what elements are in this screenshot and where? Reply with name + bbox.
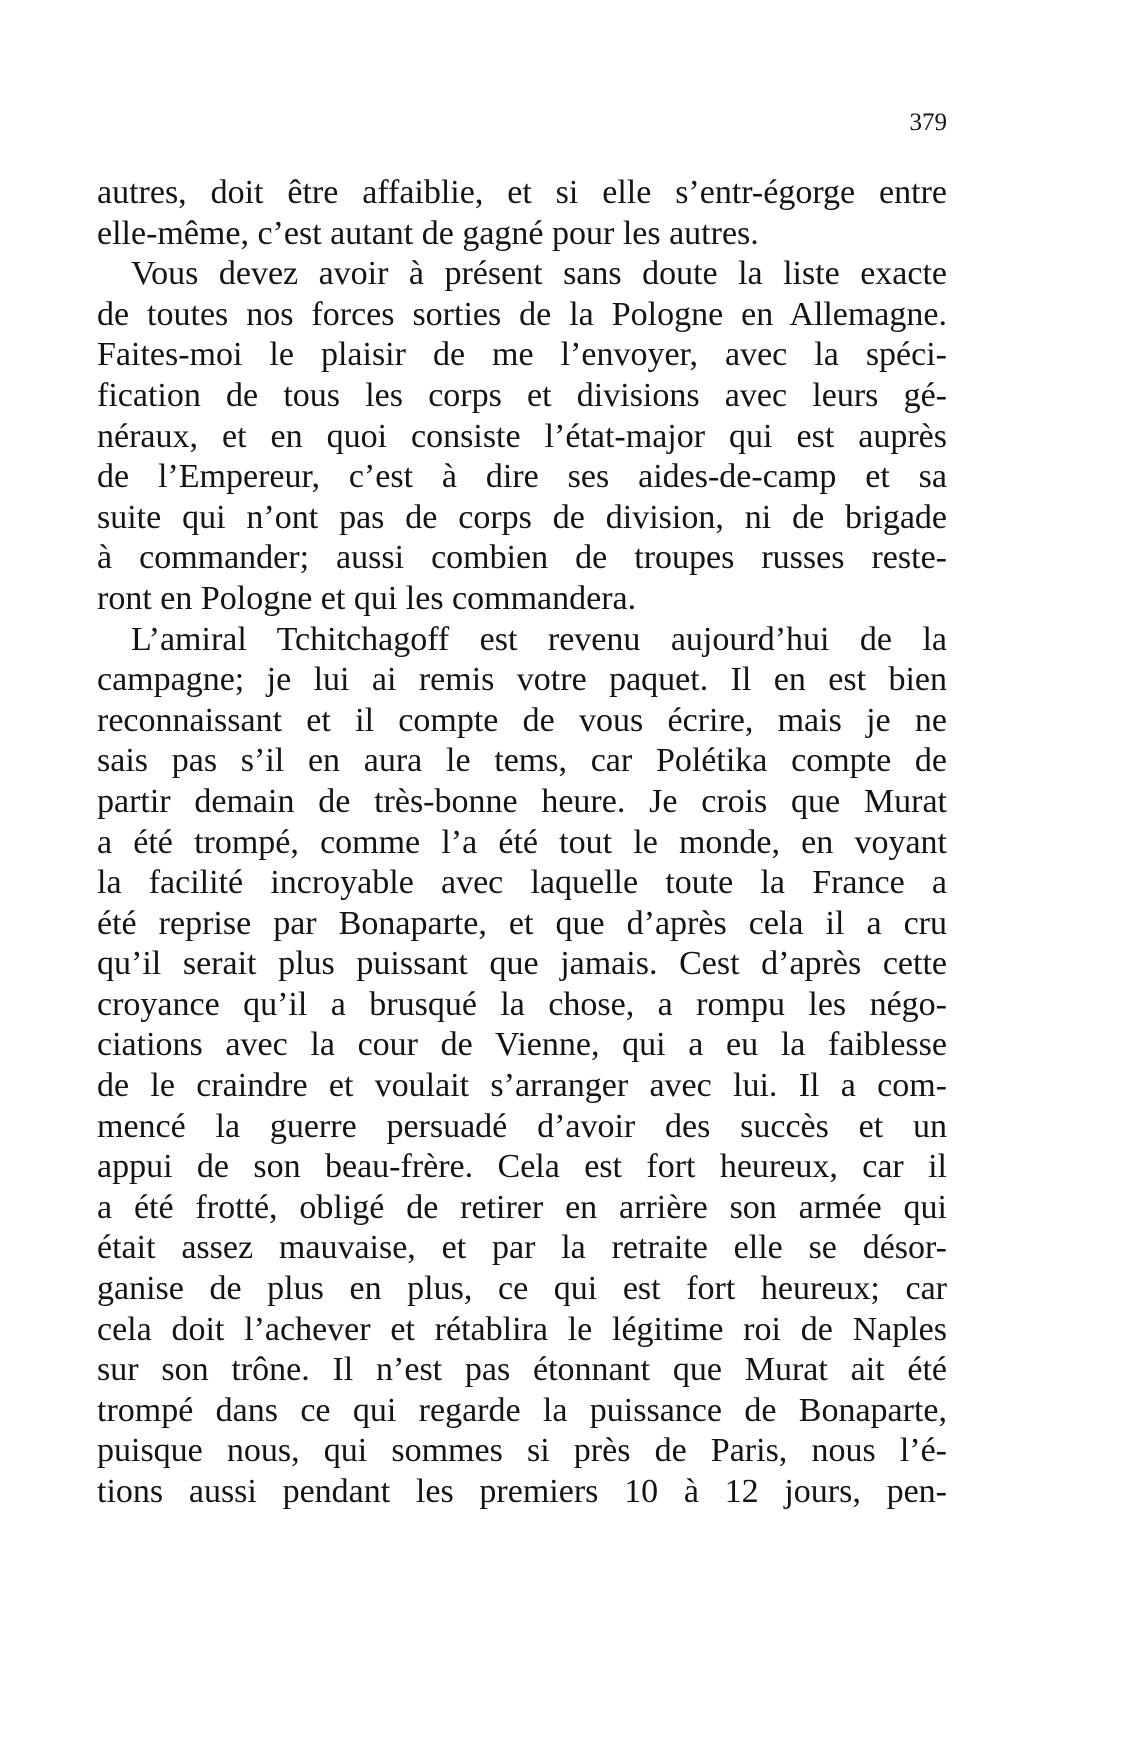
- text-line: elle-même, c’est autant de gagné pour les autres.: [97, 214, 759, 252]
- text-line: campagne; je lui ai remis votre paquet. Il en est bien: [97, 661, 947, 699]
- text-line: tions aussi pendant les premiers 10 à 12 jours, pen-: [97, 1473, 947, 1510]
- text-line: était assez mauvaise, et par la retraite elle se désor-: [97, 1229, 947, 1267]
- text-line: autres, doit être affaiblie, et si elle s’entr-égorge entre: [97, 174, 947, 211]
- text-line: L’amiral Tchitchagoff est revenu aujourd’hui de la: [131, 620, 947, 658]
- text-line: qu’il serait plus puissant que jamais. Cest d’après cette: [97, 945, 947, 983]
- text-line: sur son trône. Il n’est pas étonnant que Murat ait été: [97, 1351, 947, 1389]
- text-line: de toutes nos forces sorties de la Pologne en Allemagne.: [97, 295, 947, 333]
- text-line: partir demain de très-bonne heure. Je crois que Murat: [97, 782, 947, 820]
- text-line: croyance qu’il a brusqué la chose, a rompu les négo-: [97, 985, 947, 1023]
- text-line: trompé dans ce qui regarde la puissance de Bonaparte,: [97, 1391, 947, 1429]
- body-text: [97, 173, 947, 1513]
- text-line: de l’Empereur, c’est à dire ses aides-de-camp et sa: [97, 458, 947, 496]
- text-line: ront en Pologne et qui les commandera.: [97, 579, 637, 617]
- text-line: néraux, et en quoi consiste l’état-major qui est auprès: [97, 417, 947, 455]
- text-line: ganise de plus en plus, ce qui est fort heureux; car: [97, 1270, 947, 1308]
- text-line: fication de tous les corps et divisions avec leurs gé-: [97, 376, 947, 414]
- text-line: suite qui n’ont pas de corps de division, ni de brigade: [97, 498, 947, 536]
- text-line: a été frotté, obligé de retirer en arrière son armée qui: [97, 1188, 947, 1226]
- text-line: été reprise par Bonaparte, et que d’après cela il a cru: [97, 904, 947, 942]
- text-line: Faites-moi le plaisir de me l’envoyer, avec la spéci-: [97, 336, 947, 374]
- text-line: mencé la guerre persuadé d’avoir des succès et un: [97, 1107, 947, 1145]
- text-line: à commander; aussi combien de troupes russes reste-: [97, 539, 947, 577]
- text-line: la facilité incroyable avec laquelle toute la France a: [97, 864, 947, 902]
- text-line: de le craindre et voulait s’arranger avec lui. Il a com-: [97, 1067, 947, 1105]
- text-line: ciations avec la cour de Vienne, qui a eu la faiblesse: [97, 1026, 947, 1064]
- text-line: puisque nous, qui sommes si près de Paris, nous l’é-: [97, 1432, 947, 1470]
- text-line: appui de son beau-frère. Cela est fort heureux, car il: [97, 1148, 947, 1186]
- page-number: 379: [909, 109, 947, 136]
- text-line: sais pas s’il en aura le tems, car Polétika compte de: [97, 742, 947, 780]
- text-line: cela doit l’achever et rétablira le légitime roi de Naples: [97, 1310, 947, 1348]
- text-line: reconnaissant et il compte de vous écrire, mais je ne: [97, 701, 947, 739]
- text-line: Vous devez avoir à présent sans doute la liste exacte: [131, 255, 947, 293]
- text-line: a été trompé, comme l’a été tout le monde, en voyant: [97, 823, 947, 861]
